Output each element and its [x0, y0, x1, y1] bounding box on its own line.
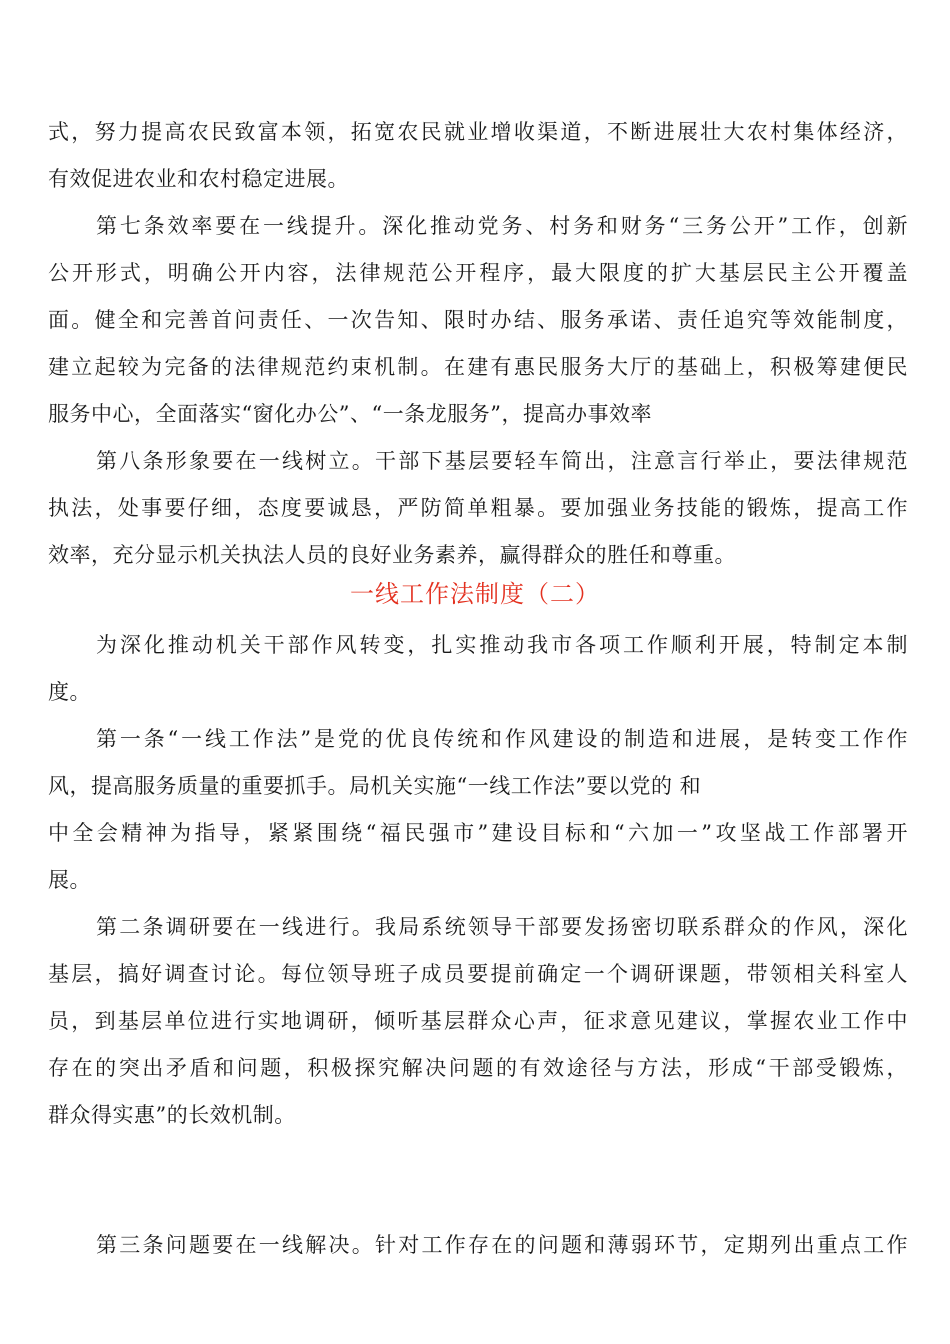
- paragraph-line: 式，努力提高农民致富本领，拓宽农民就业增收渠道，不断进展壮大农村集体经济，: [48, 120, 908, 144]
- paragraph-line: 第七条效率要在一线提升。深化推动党务、村务和财务“三务公开”工作，创新: [96, 214, 908, 238]
- paragraph-line: 服务中心，全面落实“窗化办公”、“一条龙服务”，提高办事效率: [48, 402, 652, 426]
- paragraph-line: 员，到基层单位进行实地调研，倾听基层群众心声，征求意见建议，掌握农业工作中: [48, 1009, 908, 1033]
- paragraph-line: 第八条形象要在一线树立。干部下基层要轻车简出，注意言行举止，要法律规范: [96, 449, 908, 473]
- paragraph-line: 群众得实惠”的长效机制。: [48, 1103, 296, 1127]
- paragraph-line: 第二条调研要在一线进行。我局系统领导干部要发扬密切联系群众的作风，深化: [96, 915, 908, 939]
- paragraph-line: 执法，处事要仔细，态度要诚恳，严防简单粗暴。要加强业务技能的锻炼，提高工作: [48, 496, 908, 520]
- paragraph-line: 第一条“一线工作法”是党的优良传统和作风建设的制造和进展，是转变工作作: [96, 727, 908, 751]
- paragraph-line: 有效促进农业和农村稳定进展。: [48, 167, 349, 191]
- paragraph-line: 基层，搞好调查讨论。每位领导班子成员要提前确定一个调研课题，带领相关科室人: [48, 962, 908, 986]
- paragraph-line: 中全会精神为指导，紧紧围绕“福民强市”建设目标和“六加一”攻坚战工作部署开: [48, 821, 908, 845]
- paragraph-line: 效率，充分显示机关执法人员的良好业务素养，赢得群众的胜任和尊重。: [48, 543, 736, 567]
- paragraph-line: 为深化推动机关干部作风转变，扎实推动我市各项工作顺利开展，特制定本制: [96, 633, 908, 657]
- paragraph-line: 存在的突出矛盾和问题，积极探究解决问题的有效途径与方法，形成“干部受锻炼，: [48, 1056, 908, 1080]
- paragraph-line: 风，提高服务质量的重要抓手。局机关实施“一线工作法”要以党的 和: [48, 774, 702, 798]
- paragraph-line: 展。: [48, 868, 91, 892]
- paragraph-line: 公开形式，明确公开内容，法律规范公开程序，最大限度的扩大基层民主公开覆盖: [48, 261, 908, 285]
- section-heading: 一线工作法制度（二）: [350, 580, 600, 608]
- paragraph-line: 度。: [48, 680, 91, 704]
- paragraph-line: 建立起较为完备的法律规范约束机制。在建有惠民服务大厅的基础上，积极筹建便民: [48, 355, 908, 379]
- paragraph-line: 面。健全和完善首问责任、一次告知、限时办结、服务承诺、责任追究等效能制度，: [48, 308, 908, 332]
- paragraph-line: 第三条问题要在一线解决。针对工作存在的问题和薄弱环节，定期列出重点工作: [96, 1233, 908, 1257]
